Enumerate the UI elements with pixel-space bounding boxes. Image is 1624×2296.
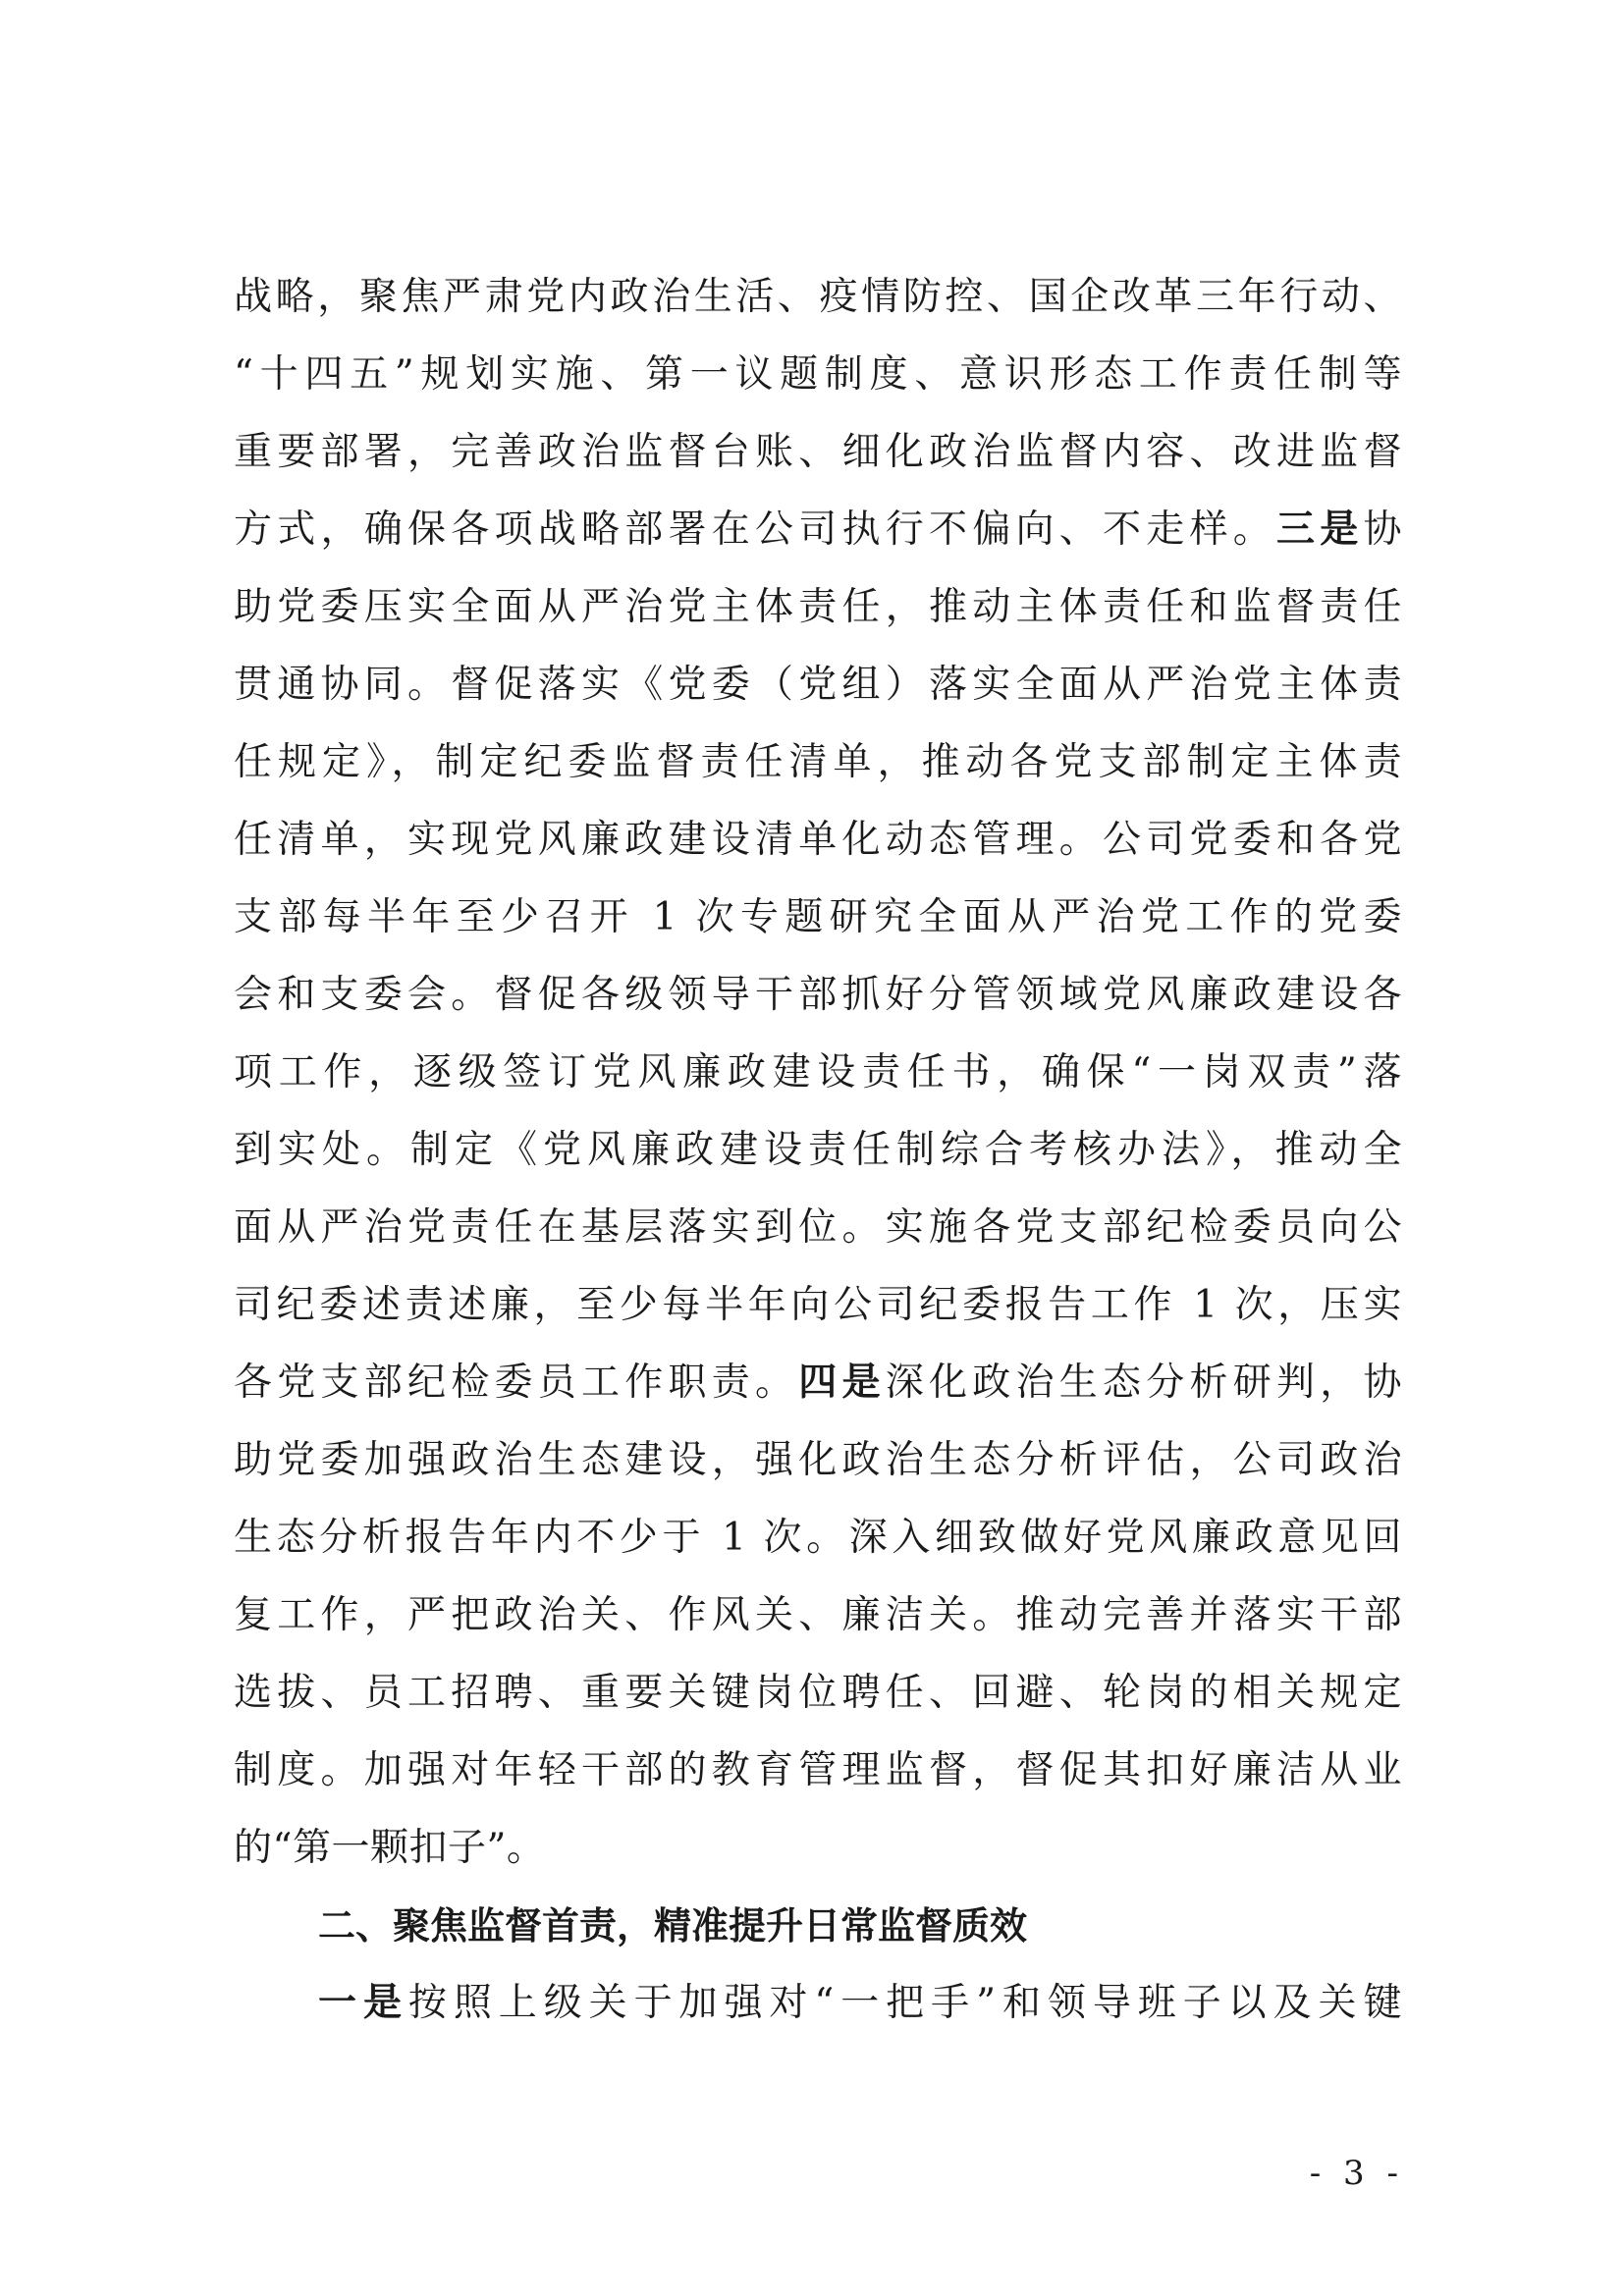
text-line: 任清单，实现党风廉政建设清单化动态管理。公司党委和各党 (234, 818, 1402, 862)
emphasis-term: 三是 (1275, 507, 1364, 552)
text-line: 助党委压实全面从严治党主体责任，推动主体责任和监督责任 (234, 585, 1402, 629)
document-body (234, 273, 1402, 2056)
section-heading: 二、聚焦监督首责，精准提升日常监督质效 (318, 1904, 1028, 1948)
text-line: 任规定》，制定纪委监督责任清单，推动各党支部制定主体责 (234, 740, 1402, 784)
text-line: “十四五”规划实施、第一议题制度、意识形态工作责任制等 (234, 352, 1402, 397)
page-number: - 3 - (1309, 2154, 1404, 2193)
text-line: 选拔、员工招聘、重要关键岗位聘任、回避、轮岗的相关规定 (234, 1671, 1402, 1715)
text-line: 的“第一颗扣子”。 (234, 1826, 546, 1870)
emphasis-term: 一是 (318, 1981, 408, 2025)
text-line: 一是按照上级关于加强对“一把手”和领导班子以及关键 (318, 1981, 1402, 2025)
text-line: 各党支部纪检委员工作职责。四是深化政治生态分析研判，协 (234, 1361, 1402, 1405)
text-line: 项工作，逐级签订党风廉政建设责任书，确保“一岗双责”落 (234, 1050, 1402, 1095)
text-line: 复工作，严把政治关、作风关、廉洁关。推动完善并落实干部 (234, 1593, 1402, 1637)
emphasis-term: 四是 (798, 1361, 886, 1405)
text-line: 制度。加强对年轻干部的教育管理监督，督促其扣好廉洁从业 (234, 1748, 1402, 1792)
text-line: 支部每半年至少召开 1 次专题研究全面从严治党工作的党委 (234, 895, 1402, 939)
text-line: 助党委加强政治生态建设，强化政治生态分析评估，公司政治 (234, 1438, 1402, 1482)
text-line: 贯通协同。督促落实《党委（党组）落实全面从严治党主体责 (234, 663, 1402, 707)
text-line: 面从严治党责任在基层落实到位。实施各党支部纪检委员向公 (234, 1205, 1402, 1250)
text-line: 到实处。制定《党风廉政建设责任制综合考核办法》，推动全 (234, 1128, 1402, 1172)
text-line: 司纪委述责述廉，至少每半年向公司纪委报告工作 1 次，压实 (234, 1283, 1402, 1327)
text-line: 方式，确保各项战略部署在公司执行不偏向、不走样。三是协 (234, 507, 1402, 552)
text-line: 生态分析报告年内不少于 1 次。深入细致做好党风廉政意见回 (234, 1516, 1402, 1560)
text-line: 战略，聚焦严肃党内政治生活、疫情防控、国企改革三年行动、 (234, 275, 1402, 319)
text-line: 重要部署，完善政治监督台账、细化政治监督内容、改进监督 (234, 430, 1402, 474)
text-line: 会和支委会。督促各级领导干部抓好分管领域党风廉政建设各 (234, 973, 1402, 1017)
